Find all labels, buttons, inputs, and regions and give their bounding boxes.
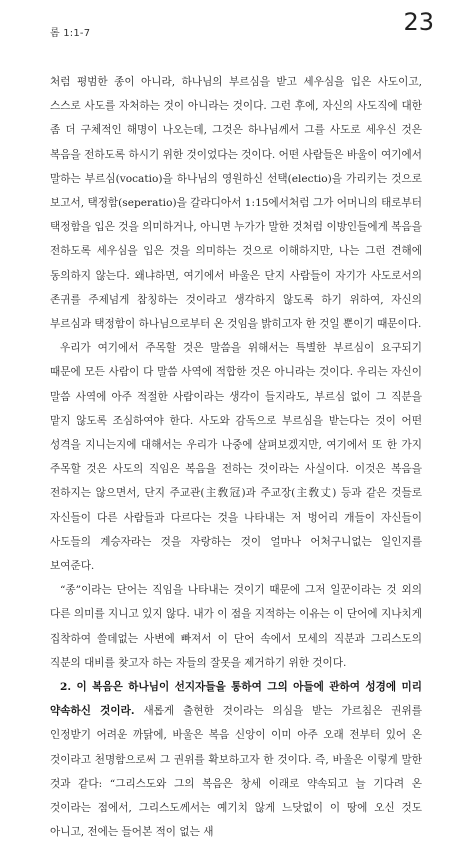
verse-heading: 2. 이 복음은 하나님이 선지자들을 통하여 그의 아들에 관하여 성경에 미리 약속하신 것이라.: [50, 681, 422, 718]
body-text: [50, 70, 422, 845]
paragraph-3: “종”이라는 단어는 직임을 나타내는 것이기 때문에 그저 일꾼이라는 것 외의 다른 의미를 지니고 있지 않다. 내가 이 점을 지적하는 이유는 이 단어에 지나치게 집착하여 쓸데없는 사변에 빠져서 이 단어 속에서 모세의 직분과 그리스도의 직분의 대비를 찾고자 하는 자들의 잘못을 제거하기 위한 것이다.: [50, 584, 422, 669]
paragraph-4-text: 새롭게 출현한 것이라는 의심을 받는 가르침은 권위를 인정받기 어려운 까닭에, 바울은 복음 신앙이 이미 아주 오래 전부터 있어 온 것이라고 천명함으로써 그 권위를 확보하고자 한 것이다. 즉, 바울은 이렇게 말한 것과 같다: “그리스도와 그의 복음은 창세 이래로 약속되고 늘 기다려 온 것이라는 점에서, 그리스도께서는 예기치 않게 느닷없이 이 땅에 오신 것도 아니고, 전에는 들어본 적이 없는 새: [50, 705, 422, 839]
paragraph-4: [50, 675, 422, 844]
paragraph-1: 처럼 평범한 종이 아니라, 하나님의 부르심을 받고 세우심을 입은 사도이고, 스스로 사도를 자처하는 것이 아니라는 것이다. 그런 후에, 자신의 사도직에 대한 좀 더 구체적인 해명이 나오는데, 그것은 하나님께서 그를 사도로 세우신 것은 복음을 전하도록 하시기 위한 것이었다는 것이다. 어떤 사람들은 바울이 여기에서 말하는 부르심(vocatio)을 하나님의 영원하신 선택(electio)을 가리키는 것으로 보고서, 택정함(seperatio)을 갈라디아서 1:15에서처럼 그가 어머니의 태로부터 택정함을 입은 것을 의미하거나, 아니면 누가가 말한 것처럼 이방인들에게 복음을 전하도록 세우심을 입은 것을 의미하는 것으로 이해하지만, 나는 그런 견해에 동의하지 않는다. 왜냐하면, 여기에서 바울은 단지 사람들이 자기가 사도로서의 존귀를 주제넘게 참칭하는 것이라고 생각하지 않도록 하기 위하여, 자신의 부르심과 택정함이 하나님으로부터 온 것임을 밝히고자 한 것일 뿐이기 때문이다.: [50, 76, 422, 331]
page-number: 23: [403, 8, 434, 36]
running-head: 롬 1:1-7: [50, 28, 91, 39]
paragraph-2: 우리가 여기에서 주목할 것은 말씀을 위해서는 특별한 부르심이 요구되기 때문에 모든 사람이 다 말씀 사역에 적합한 것은 아니라는 것이다. 우리는 자신이 말씀 사역에 아주 적절한 사람이라는 생각이 들지라도, 부르심 없이 그 직분을 맡지 않도록 조심하여야 한다. 사도와 감독으로 부르심을 받는다는 것이 어떤 성격을 지니는지에 대해서는 우리가 나중에 살펴보겠지만, 여기에서 또 한 가지 주목할 것은 사도의 직임은 복음을 전하는 것이라는 사실이다. 이것은 복음을 전하지는 않으면서, 단지 주교관(主敎冠)과 주교장(主敎丈) 등과 같은 것들로 자신들이 다른 사람들과 다르다는 것을 나타내는 저 벙어리 개들이 자신들이 사도들의 계승자라는 것을 자랑하는 것이 얼마나 어처구니없는 일인지를 보여준다.: [50, 342, 422, 573]
